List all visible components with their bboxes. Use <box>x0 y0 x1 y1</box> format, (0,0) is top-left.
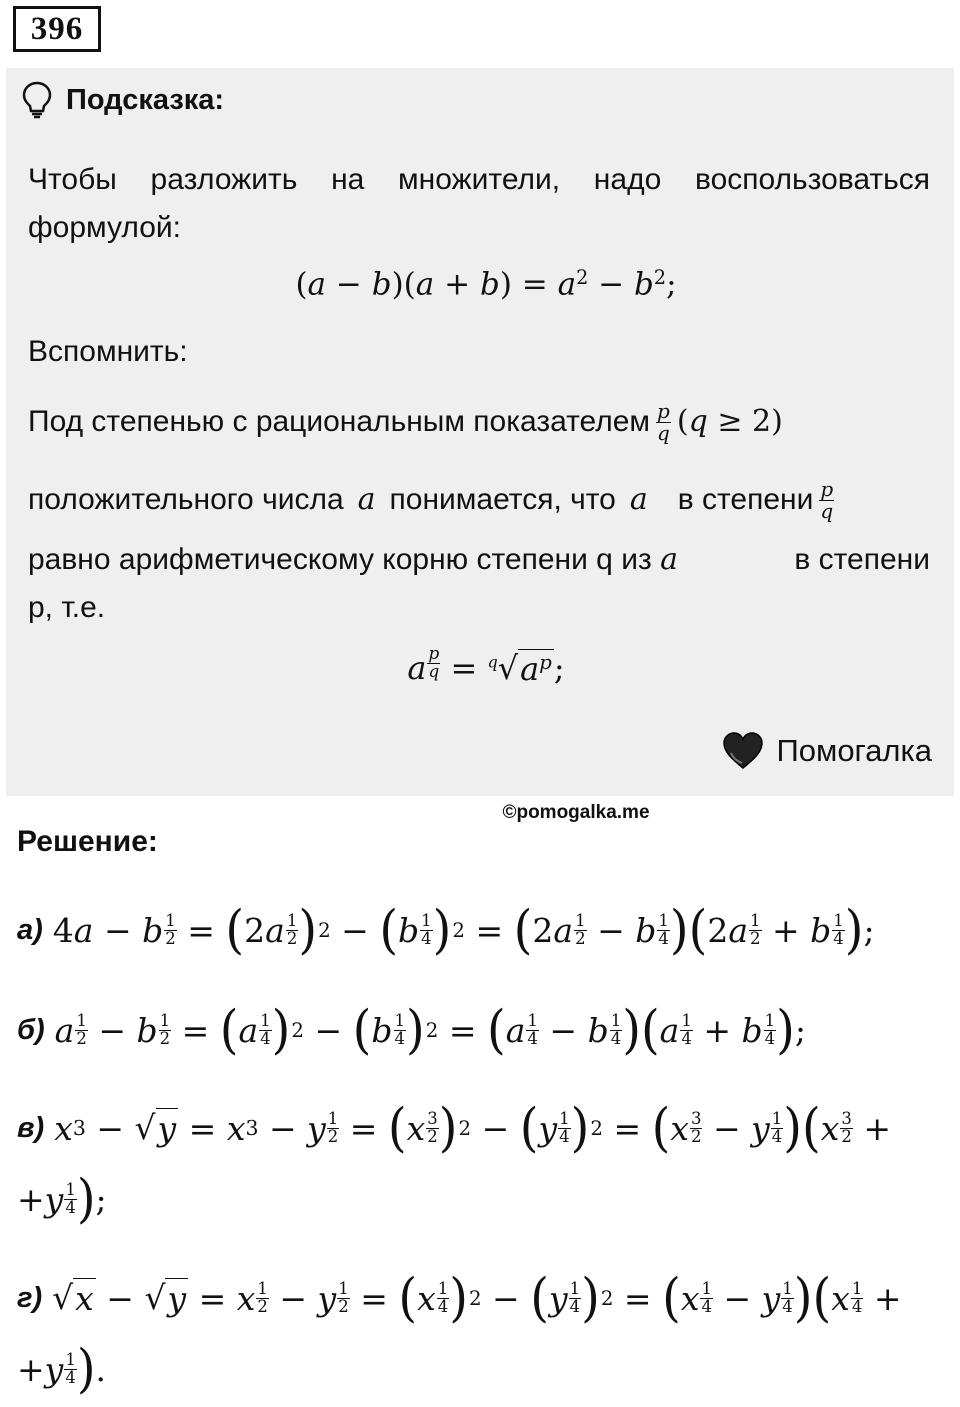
solution-c-line1: в) x 3 − √ y = x 3 − y $\frac{1}{2}$ = ( x 3 2 ) 2 − ( y 1 4 ) 2 = ( x 3 2 − y $\frac{1}{4}$ ) ( x 3 2 + <box>17 1097 892 1159</box>
solution-d-line2: + y $\frac{1}{4}$ ) . <box>17 1338 107 1400</box>
solution-b: б) a 1 2 − b $\frac{1}{2}$ = ( a 1 4 ) 2 − ( b 1 4 ) 2 = ( a 1 4 − b $\frac{1}{4}$ ) ( a 1 4 + b $\frac{1}{4}$ ) ; <box>17 999 806 1061</box>
remember-label: Вспомнить: <box>28 335 188 368</box>
solution-label-d: г) <box>17 1281 43 1314</box>
p-over-q-fraction-2: $\frac{p}{q}$ <box>820 476 834 523</box>
brand-name: Помогалка <box>776 733 932 768</box>
solution-c-line2: + y $\frac{1}{4}$ ) ; <box>17 1168 107 1230</box>
solution-label-b: б) <box>17 1013 45 1046</box>
brand-logo <box>722 732 932 770</box>
hint-text-line2: формулой: <box>28 211 181 244</box>
solution-label-a: а) <box>17 913 43 946</box>
solution-title: Решение: <box>17 825 158 858</box>
difference-of-squares-formula: $(a - b)(a + b) = a^2 - b^2$; <box>295 266 677 303</box>
copyright: ©pomogalka.me <box>502 802 650 823</box>
lightbulb-icon <box>22 81 52 119</box>
heart-icon <box>722 732 764 770</box>
hint-header <box>22 80 224 120</box>
hint-text-line5: равно арифметическому корню степени q из a в степени <box>28 536 930 584</box>
solution-label-c: в) <box>17 1111 45 1144</box>
p-over-q-fraction: $\frac{p}{q}$ <box>657 398 670 445</box>
hint-text-line6: р, т.е. <box>28 591 106 624</box>
hint-text-line5-b: в степени <box>794 543 930 576</box>
hint-panel <box>6 68 954 796</box>
hint-text-line4-b: понимается, что <box>389 483 616 516</box>
solution-d-line1: г) √ x − √ y = x $\frac{1}{2}$ − y $\frac{1}{2}$ = ( x 1 4 ) 2 − ( y 1 4 ) 2 = ( x 1 4 − y $\frac{1}{4}$ ) ( x 1 4 + <box>17 1267 902 1329</box>
hint-text-line4: положительного числа a понимается, что a в степени $\frac{p}{q}$ <box>28 476 834 523</box>
hint-text-line4-c: в степени <box>677 483 814 516</box>
hint-title: Подсказка: <box>66 83 225 116</box>
solution-a: а) 4 a − b $\frac{1}{2}$ = ( 2 a 1 2 ) 2 − ( b 1 4 ) 2 = ( 2 a 1 2 − b $\frac{1}{4}$ ) ( 2 a 1 2 + b $\frac{1}{4}$ ) ; <box>17 899 875 961</box>
hint-text-line3: Под степенью с рациональным показателем $\frac{p}{q}$ (q ≥ 2) <box>28 398 783 445</box>
rational-exponent-formula: a $\frac{p}{q}$ = $^q$ √ $a^p$ ; <box>407 644 565 688</box>
hint-text-line3-words: Под степенью с рациональным показателем <box>28 405 651 438</box>
hint-text-line1: Чтобы разложить на множители, надо воспользоваться <box>28 163 930 196</box>
problem-number: 396 <box>13 6 101 52</box>
hint-text-line4-a: положительного числа <box>28 483 344 516</box>
hint-text-line5-a: равно арифметическому корню степени q из <box>28 543 652 576</box>
